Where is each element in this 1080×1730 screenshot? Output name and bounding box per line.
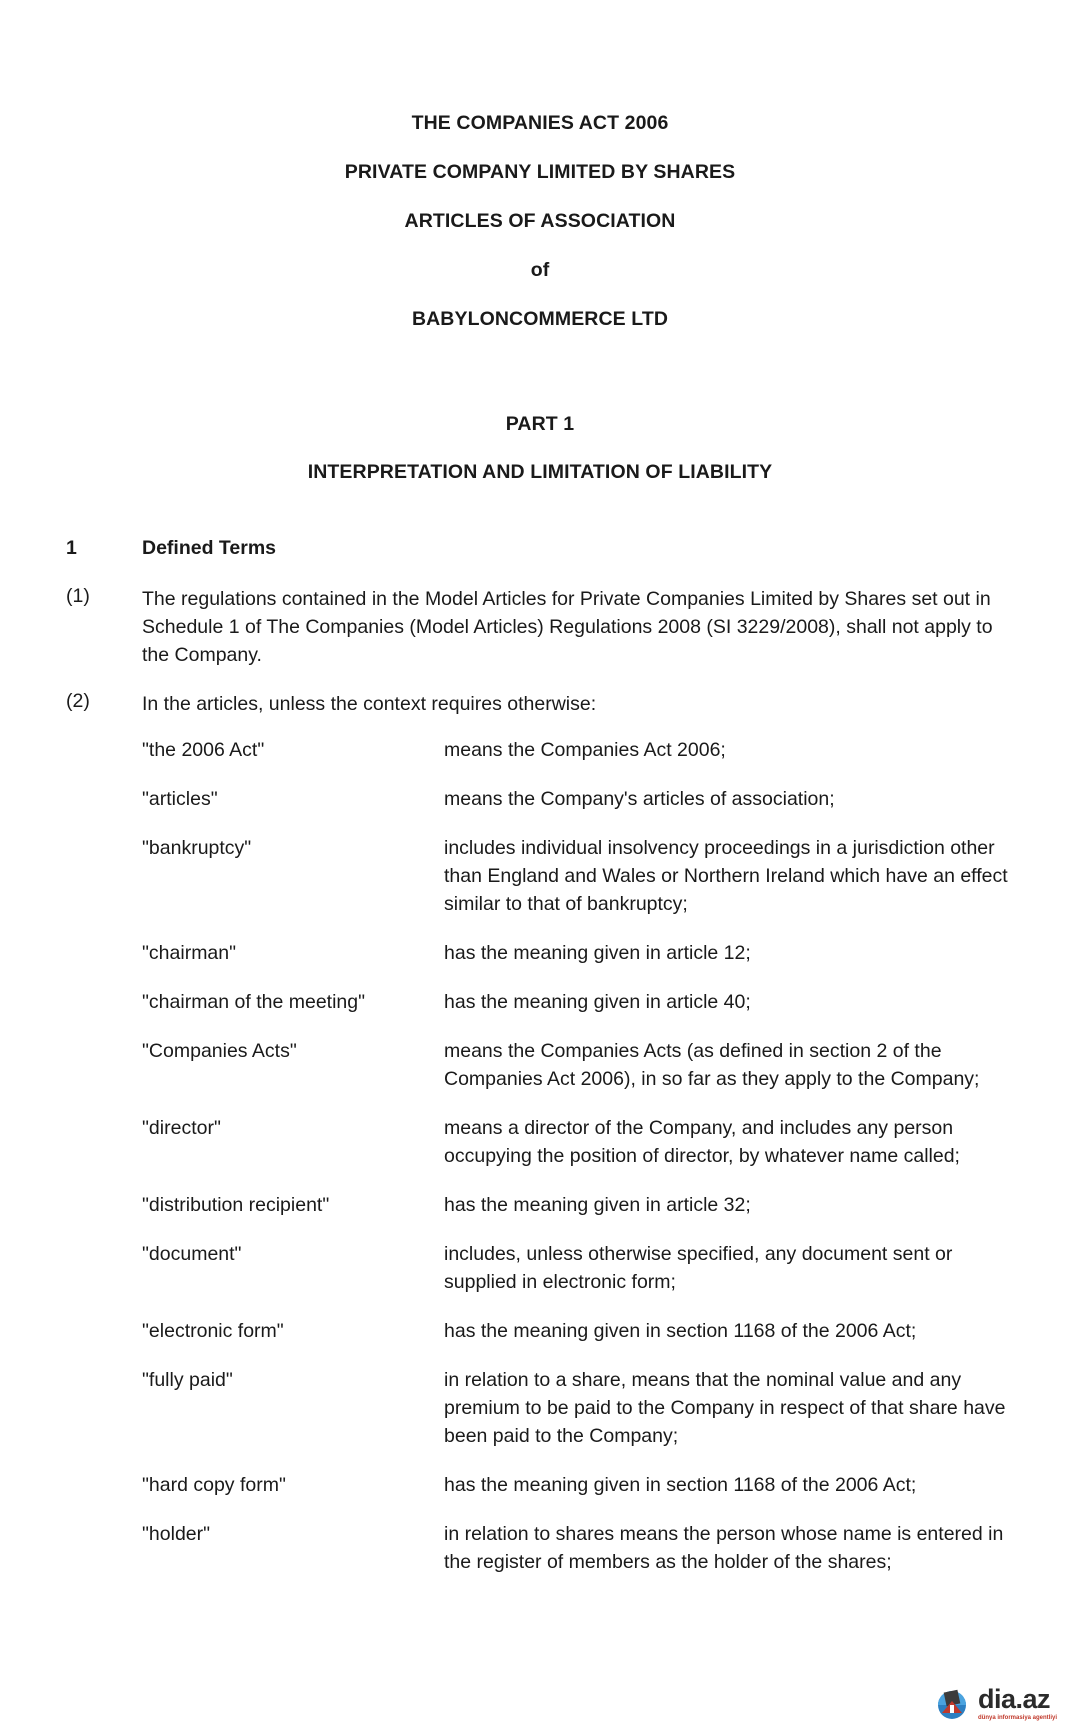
definition-row	[142, 736, 1012, 764]
definition-meaning: has the meaning given in article 32;	[444, 1194, 751, 1216]
definition-term: "chairman of the meeting"	[142, 991, 366, 1013]
definition-meaning: includes, unless otherwise specified, any document sent or supplied in electronic form;	[444, 1243, 953, 1293]
definition-row	[142, 785, 1012, 813]
definition-row	[142, 1366, 1012, 1450]
definition-meaning: in relation to a share, means that the nominal value and any premium to be paid to the Company in respect of that share have been paid to the Company;	[444, 1369, 1006, 1447]
definition-meaning: has the meaning given in article 40;	[444, 991, 751, 1013]
definitions-list	[142, 736, 1012, 1597]
dia-logo-name: dia.az	[978, 1683, 1051, 1714]
definition-term: "electronic form"	[142, 1320, 284, 1342]
definition-term: "distribution recipient"	[142, 1194, 330, 1216]
paragraph-number: (1)	[66, 585, 90, 607]
definition-meaning: means the Company's articles of association;	[444, 788, 835, 810]
definition-meaning: has the meaning given in section 1168 of the 2006 Act;	[444, 1474, 917, 1496]
definition-term: "fully paid"	[142, 1369, 233, 1391]
definition-term: "hard copy form"	[142, 1474, 286, 1496]
definition-row	[142, 1240, 1012, 1296]
definition-term: "the 2006 Act"	[142, 739, 265, 761]
paragraph-number: (2)	[66, 690, 90, 712]
definition-row	[142, 1191, 1012, 1219]
definition-meaning: means the Companies Acts (as defined in section 2 of the Companies Act 2006), in so far as they apply to the Company;	[444, 1040, 980, 1090]
definition-row	[142, 1037, 1012, 1093]
definition-meaning: has the meaning given in section 1168 of the 2006 Act;	[444, 1320, 917, 1342]
definition-term: "document"	[142, 1243, 242, 1265]
act-title: THE COMPANIES ACT 2006	[411, 112, 669, 134]
section-title: Defined Terms	[142, 537, 277, 559]
definition-term: "Companies Acts"	[142, 1040, 297, 1062]
definition-row	[142, 1471, 1012, 1499]
paragraph-text: The regulations contained in the Model Articles for Private Companies Limited by Shares set out in Schedule 1 of The Companies (Model Articles) Regulations 2008 (SI 3229/2008), shall not apply to the Company.	[142, 588, 993, 666]
definition-meaning: means the Companies Act 2006;	[444, 739, 726, 761]
definition-meaning: in relation to shares means the person whose name is entered in the register of members as the holder of the shares;	[444, 1523, 1004, 1573]
of-label: of	[530, 259, 550, 281]
part-title: INTERPRETATION AND LIMITATION OF LIABILITY	[307, 461, 773, 483]
paragraph-text: In the articles, unless the context requires otherwise:	[142, 693, 597, 715]
definition-row	[142, 1317, 1012, 1345]
definition-row	[142, 834, 1012, 918]
dia-watermark	[932, 1680, 1062, 1726]
definition-row	[142, 1114, 1012, 1170]
part-label: PART 1	[505, 413, 575, 435]
company-type-title: PRIVATE COMPANY LIMITED BY SHARES	[344, 161, 736, 183]
definition-term: "chairman"	[142, 942, 237, 964]
definition-meaning: means a director of the Company, and includes any person occupying the position of director, by whatever name called;	[444, 1117, 960, 1167]
definition-term: "director"	[142, 1117, 221, 1139]
dia-logo-icon	[932, 1683, 972, 1723]
definition-row	[142, 939, 1012, 967]
section-number: 1	[66, 537, 77, 559]
definition-row	[142, 988, 1012, 1016]
definition-meaning: has the meaning given in article 12;	[444, 942, 751, 964]
definition-term: "holder"	[142, 1523, 211, 1545]
document-title: ARTICLES OF ASSOCIATION	[404, 210, 676, 232]
dia-logo-tagline: dünya informasiya agentliyi	[978, 1714, 1058, 1721]
company-name: BABYLONCOMMERCE LTD	[411, 308, 669, 330]
definition-term: "articles"	[142, 788, 218, 810]
definition-meaning: includes individual insolvency proceedings in a jurisdiction other than England and Wales or Northern Ireland which have an effect similar to that of bankruptcy;	[444, 837, 1008, 915]
definition-row	[142, 1520, 1012, 1576]
definition-term: "bankruptcy"	[142, 837, 252, 859]
